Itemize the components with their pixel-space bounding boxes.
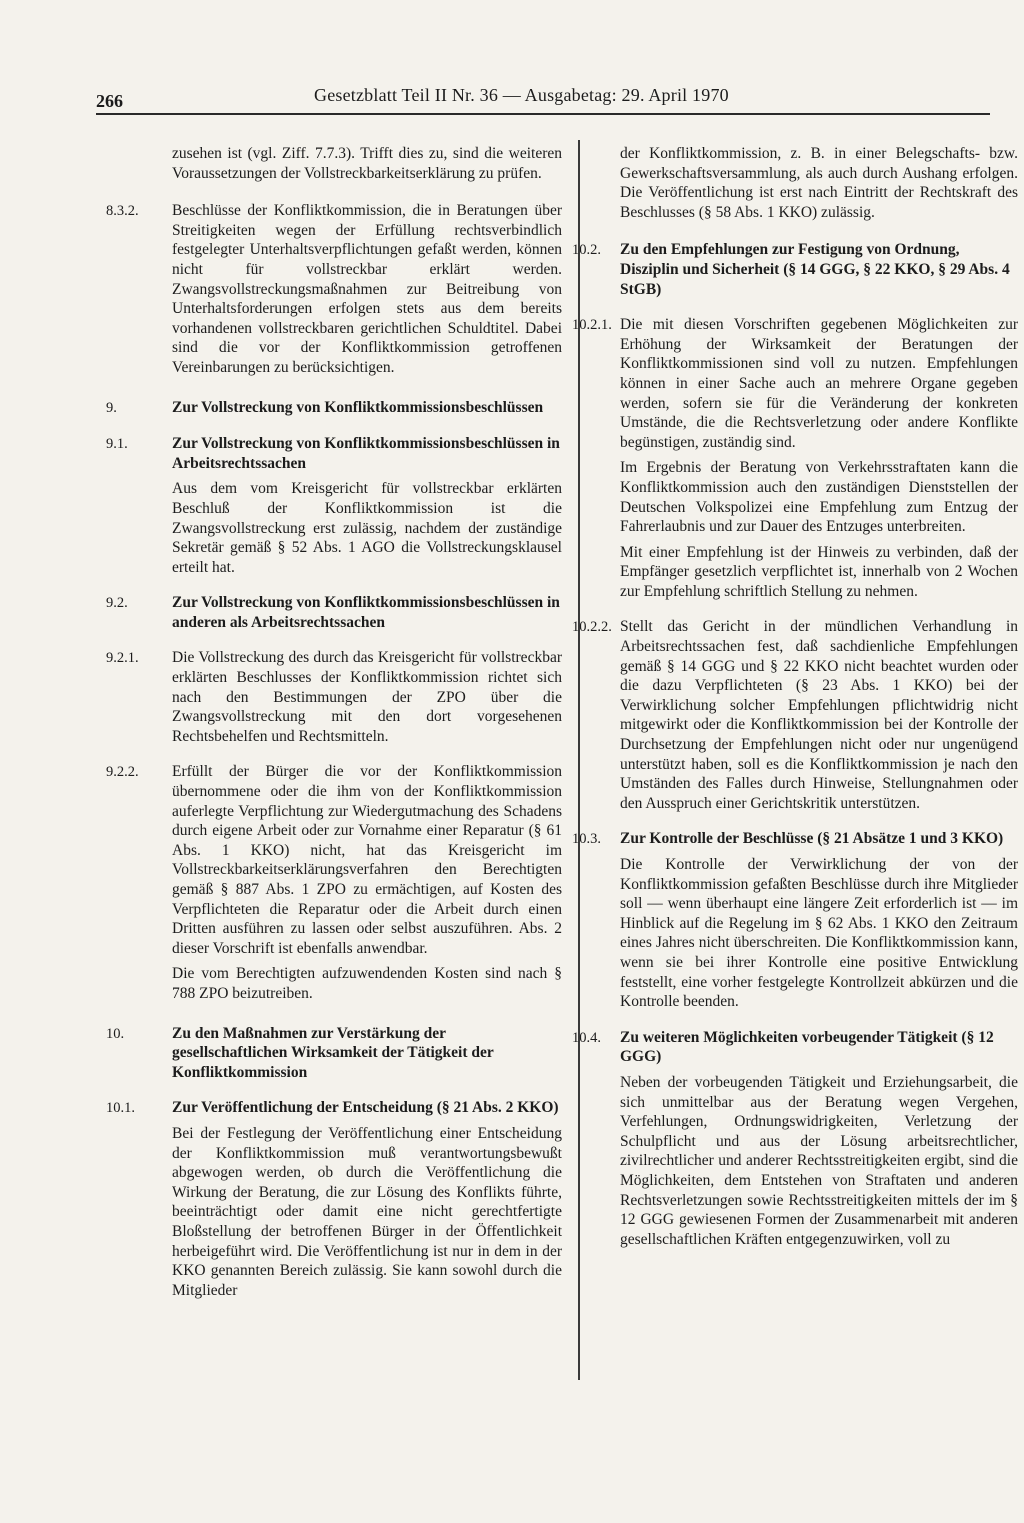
section-text-3: Mit einer Empfehlung ist der Hinweis zu verbinden, daß der Empfänger gesetzlich verpflichtet ist, innerhalb von 2 Wochen zur Empfehlung schriftlich Stellung zu nehmen. [620, 543, 1018, 600]
section-text: Die Vollstreckung des durch das Kreisgericht für vollstreckbar erklärten Beschlusses der Konfliktkommission richtet sich nach den Bestimmungen der ZPO über die Zwangsvollstreckung mit den dort vorgesehenen Rechtsbehelfen und Rechtsmitteln. [172, 649, 562, 745]
section-number: 10.1. [106, 1100, 135, 1117]
section-text: Stellt das Gericht in der mündlichen Verhandlung in Arbeitsrechtssachen fest, daß sachdienliche Empfehlungen gemäß § 14 GGG und § 22 KKO nicht beachtet wurden oder die dazu Verpflichteten (§ 23 Abs. 1 KKO) bei der Verwirklichung solcher Empfehlungen pflichtwidrig nicht mitgewirkt oder die Konfliktkommission bei der Kontrolle der Durchsetzung der Empfehlungen nicht oder nur ungenügend unterstützt haben, soll es die Konfliktkommission je nach den Umständen des Falles durch Hinweise, Stellungnahmen oder den Ausspruch einer Gerichtskritik unterstützen. [620, 618, 1018, 812]
section-heading: Zu den Maßnahmen zur Verstärkung der gesellschaftlichen Wirksamkeit der Tätigkeit der Konfliktkommission [172, 1024, 494, 1081]
section-number: 10.2. [572, 242, 601, 259]
continued-text: der Konfliktkommission, z. B. in einer Belegschafts- bzw. Gewerkschaftsversammlung, als auch durch Aushang erfolgen. Die Veröffentlichung ist erst nach Eintritt der Rechtskraft des Beschlusses (§ 58 Abs. 1 KKO) zulässig. [620, 145, 1018, 221]
section-text: Aus dem vom Kreisgericht für vollstreckbar erklärten Beschluß der Konfliktkommission ist die Zwangsvollstreckung erst zulässig, nachdem der zuständige Sekretär gemäß § 52 Abs. 1 AGO die Vollstreckungsklausel erteilt hat. [172, 480, 562, 576]
section-heading: Zu weiteren Möglichkeiten vorbeugender Tätigkeit (§ 12 GGG) [620, 1028, 994, 1066]
section-9 [106, 398, 562, 419]
section-10-2 [572, 240, 1018, 299]
section-number: 10.3. [572, 831, 601, 848]
continued-text: zusehen ist (vgl. Ziff. 7.7.3). Trifft dies zu, sind die weiteren Voraussetzungen der Vollstreckbarkeitserklärung zu prüfen. [172, 145, 562, 182]
header-rule [96, 113, 990, 115]
right-column [572, 144, 1018, 1265]
section-10-4 [572, 1028, 1018, 1250]
section-9-2 [106, 593, 562, 632]
section-text: Bei der Festlegung der Veröffentlichung einer Entscheidung der Konfliktkommission muß verantwortungsbewußt abgewogen werden, ob durch die Veröffentlichung die Wirkung der Beratung, die zur Lösung des Konflikts führte, beeinträchtigt oder damit eine nicht gerechtfertigte Bloßstellung der betroffenen Bürger in der Öffentlichkeit herbeigeführt wird. Die Veröffentlichung ist nur in dem in der KKO genannten Bereich zulässig. Sie kann sowohl durch die Mitglieder [172, 1124, 562, 1299]
section-9-2-2 [106, 762, 562, 1003]
running-title: Gesetzblatt Teil II Nr. 36 — Ausgabetag: 29. April 1970 [314, 85, 729, 105]
section-text-2: Im Ergebnis der Beratung von Verkehrsstraftaten kann die Konfliktkommission auch den zuständigen Dienststellen der Deutschen Volkspolizei eine Empfehlung zum Entzug der Fahrerlaubnis und zur Dauer des Entzuges unterbreiten. [620, 459, 1018, 536]
section-10-2-2 [572, 617, 1018, 813]
section-text: Beschlüsse der Konfliktkommission, die in Beratungen über Streitigkeiten wegen der Erfüllung rechtsverbindlich festgelegter Unterhaltsverpflichtungen gefaßt werden, können nicht für vollstreckbar erklärt werden. Zwangsvollstreckungsmaßnahmen zur Beitreibung von Unterhaltsforderungen erfolgen stets aus dem bereits vorhandenen vollstreckbaren gerichtlichen Schuldtitel. Dabei sind die vor der Konfliktkommission getroffenen Vereinbarungen zu berücksichtigen. [172, 202, 562, 376]
page-number: 266 [96, 91, 123, 111]
section-heading: Zu den Empfehlungen zur Festigung von Ordnung, Disziplin und Sicherheit (§ 14 GGG, § 22 KKO, § 29 Abs. 4 StGB) [620, 241, 1010, 298]
section-8-3-2 [106, 201, 562, 377]
section-9-2-1 [106, 648, 562, 746]
section-number: 9.1. [106, 436, 128, 453]
section-number: 9.2.1. [106, 650, 139, 667]
section-number: 10. [106, 1025, 125, 1042]
section-text: Die Kontrolle der Verwirklichung der von der Konfliktkommission gefaßten Beschlüsse durch ihre Mitglieder soll — wenn überhaupt eine längere Zeit erforderlich ist — im Hinblick auf die Regelung im § 62 Abs. 1 KKO den Zeitraum eines Jahres nicht überschreiten. Die Konfliktkommission kann, wenn sie bei ihrer Kontrolle eine positive Entwicklung feststellt, eine vorher festgelegte Kontrollzeit abkürzen und die Kontrolle beenden. [620, 856, 1018, 1011]
page-header [96, 85, 990, 115]
section-10-2-1 [572, 315, 1018, 601]
section-9-1 [106, 434, 562, 577]
section-text-2: Die vom Berechtigten aufzuwendenden Kosten sind nach § 788 ZPO beizutreiben. [172, 965, 562, 1002]
left-column [106, 144, 562, 1316]
section-number: 8.3.2. [106, 203, 139, 220]
section-heading: Zur Vollstreckung von Konfliktkommissionsbeschlüssen in Arbeitsrechtssachen [172, 435, 560, 472]
section-number: 10.2.2. [572, 619, 612, 636]
section-heading: Zur Vollstreckung von Konfliktkommissionsbeschlüssen [172, 398, 544, 416]
section-heading: Zur Vollstreckung von Konfliktkommissionsbeschlüssen in anderen als Arbeitsrechtssachen [172, 594, 560, 631]
section-number: 9. [106, 399, 117, 416]
section-text: Die mit diesen Vorschriften gegebenen Möglichkeiten zur Erhöhung der Wirksamkeit der Beratungen der Konfliktkommissionen sind voll zu nutzen. Empfehlungen können in einer Sache auch an mehrere Organe gegeben werden, sofern sie für die Veränderung der konkreten Umstände, die die Rechtsverletzung oder andere Konflikte begünstigen, zuständig sind. [620, 316, 1018, 451]
section-10 [106, 1024, 562, 1083]
section-text: Neben der vorbeugenden Tätigkeit und Erziehungsarbeit, die sich unmittelbar aus der Beratung wegen Vergehen, Verfehlungen, Ordnungswidrigkeiten, Verletzung der Schulpflicht und aus der Lösung arbeitsrechtlicher, zivilrechtlicher und anderer Rechtsstreitigkeiten ergibt, sind die Möglichkeiten, dem Entstehen von Straftaten und anderen Rechtsverletzungen sowie Rechtsstreitigkeiten mittels der im § 12 GGG gewiesenen Formen der Zusammenarbeit mit anderen gesellschaftlichen Kräften entgegenzuwirken, voll zu [620, 1073, 1018, 1248]
section-number: 10.4. [572, 1029, 601, 1046]
section-10-3 [572, 829, 1018, 1011]
section-number: 10.2.1. [572, 317, 612, 334]
section-10-1 [106, 1098, 562, 1300]
section-heading: Zur Veröffentlichung der Entscheidung (§ 21 Abs. 2 KKO) [172, 1099, 559, 1117]
section-number: 9.2. [106, 595, 128, 612]
section-heading: Zur Kontrolle der Beschlüsse (§ 21 Absätze 1 und 3 KKO) [620, 830, 1004, 848]
section-number: 9.2.2. [106, 764, 139, 781]
section-text: Erfüllt der Bürger die vor der Konfliktkommission übernommene oder die ihm von der Konfliktkommission auferlegte Verpflichtung zur Wiedergutmachung des Schadens durch eigene Arbeit oder zur Vornahme einer Reparatur (§ 61 Abs. 1 KKO) nicht, hat das Kreisgericht im Vollstreckbarkeitserklärungsverfahren den Berechtigten gemäß § 887 Abs. 1 ZPO zu ermächtigen, auf Kosten des Verpflichteten die Reparatur oder die Arbeit durch einen Dritten ausführen zu lassen oder selbst auszuführen. Abs. 2 dieser Vorschrift ist ebenfalls anwendbar. [172, 763, 562, 957]
